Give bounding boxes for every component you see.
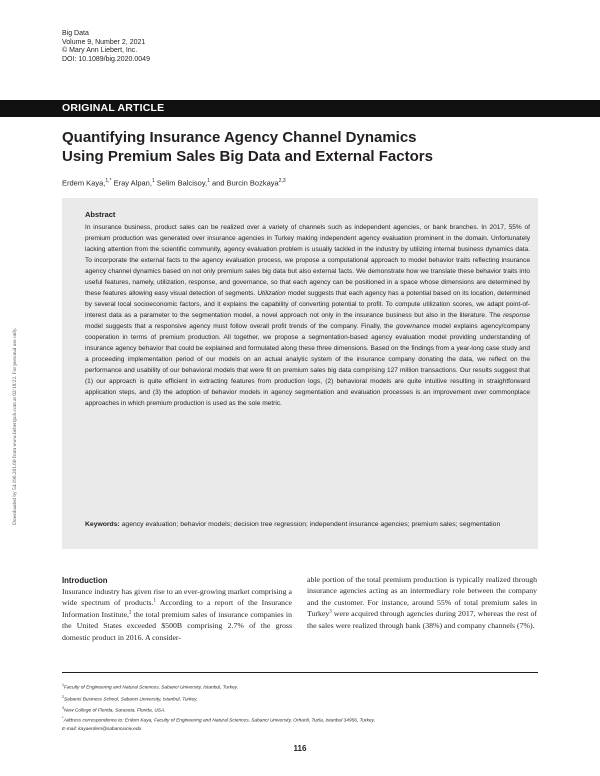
abstract-text: model suggests that each agency has a potential based on its location, determined by several local socioeconomic factors, and it explains the capability of converting potential to profit. To compute utilization scores, we adapt point-of-interest data as a parameter to the segmentation model, a novel approach not only in the insurance business but also in the literature. The (85, 290, 530, 319)
correspondence-note (62, 714, 538, 734)
journal-copyright: © Mary Ann Liebert, Inc. (62, 47, 138, 54)
abstract-italic-term: governance (396, 323, 431, 330)
author-name[interactable]: Erdem Kaya, (62, 178, 106, 188)
abstract-italic-term: response (503, 312, 530, 319)
author-affiliation-marker: 1 (207, 178, 210, 184)
introduction-left-column (62, 586, 292, 643)
footnote-marker: * (62, 715, 64, 720)
article-type-banner (0, 100, 600, 117)
abstract-body (85, 222, 530, 409)
intro-text: the total premium sales of insurance companies in the United States exceeded $500B comprising 2.7% of the gross domestic product in 2016. A consider- (62, 609, 292, 642)
journal-volume: Volume 9, Number 2, 2021 (62, 38, 146, 46)
intro-text: able portion of the total premium production is typically realized through insurance agencies acting as an intermediary role between the company and the customer. For instance, around 55% of total premium sales in Turkey (307, 575, 537, 619)
author-list (62, 178, 286, 188)
title-line-2: Using Premium Sales Big Data and External Factors (62, 148, 433, 165)
footnote-item (62, 693, 538, 705)
citation-marker[interactable]: 3 (329, 609, 332, 615)
abstract-text: In insurance business, product sales can be realized over a variety of channels such as independent agencies, or bank branches. In 2017, 55% of premium production was generated over insurance agencies in Turkey making independent agency evaluation prominent in the domain. Unfortunately lacking attention from the scientific community, agency evaluation problem is usually tackled in the industry by utilizing internal business dynamics data. To incorporate the external facts to the agency evaluation process, we propose a computational approach to model behavior traits reflecting insurance agency channel dynamics based on not only premium sales big data but also external facts. We demonstrate how we translate these behavior traits into useful features, namely, utilization, response, and governance, so that each agency can be positioned in a space whose dimensions are determined by these features allowing easy visual detection of segments. (85, 224, 530, 297)
author-name[interactable]: Eray Alpan, (111, 178, 152, 188)
keywords-text: agency evaluation; behavior models; decision tree regression; independent insurance agencies; premium sales; segmentation (119, 521, 501, 528)
abstract-italic-term: Utilization (257, 290, 286, 297)
abstract-heading: Abstract (85, 210, 116, 219)
intro-text: were acquired through agencies during 2017, whereas the rest of the sales were realized through bank (38%) and company channels (7%). (307, 609, 537, 630)
footnote-divider (62, 672, 538, 673)
correspondence-email[interactable]: E-mail: kayaerdem@sabanciuniv.edu (62, 726, 142, 732)
footnote-text: Sabanci Business School, Sabanci University, Istanbul, Turkey. (63, 697, 198, 703)
journal-name: Big Data (62, 30, 89, 37)
author-name[interactable]: Selim Balcisoy, (154, 178, 208, 188)
abstract-text: model explains agency/company cooperation in terms of premium production. All together, we propose a segmentation-based agency evaluation model providing understanding of insurance agency behavior that could be explained and formulated along these three dimensions. Based on the findings from a year-long case study and a proceeding implementation period of our models on an actual analytic system of the insurance company donating the data, we reflect on the performance and usability of our behavioral models that were fit on premium sales big data comprising 127 million transactions. Our results suggest that (1) our approach is quite efficient in extracting features from production logs, (2) behavioral models are quite intuitive resulting in straightforward application steps, and (3) the adoption of behavior models in agency segmentation and evaluation processes is an improvement over commonplace approaches in which premium production is used as the sole metric. (85, 323, 530, 407)
footnote-marker: 2 (62, 694, 64, 699)
author-affiliation-marker: 1,* (105, 178, 112, 184)
footnote-text: New College of Florida, Sarasota, Florida, USA. (63, 708, 166, 714)
affiliation-footnotes (62, 681, 538, 716)
keywords (85, 519, 530, 530)
author-affiliation-marker: 2,3 (278, 178, 286, 184)
author-name[interactable]: and Burcin Bozkaya (209, 178, 279, 188)
footnote-marker: 1 (62, 683, 64, 687)
article-title (62, 128, 542, 166)
journal-doi[interactable]: DOI: 10.1089/big.2020.0049 (62, 55, 150, 63)
introduction-heading: Introduction (62, 576, 108, 585)
page-number: 116 (293, 744, 307, 753)
abstract-text: model suggests that a responsive agency must follow overall profit trends of the company. Finally, the (85, 323, 397, 330)
footnote-marker: 3 (62, 706, 64, 711)
citation-marker[interactable]: 2 (129, 610, 132, 616)
intro-text: According to a report of the Insurance Information Institute, (62, 598, 292, 619)
title-line-1: Quantifying Insurance Agency Channel Dynamics (62, 129, 417, 146)
introduction-right-column (307, 574, 537, 631)
footnote-text: Faculty of Engineering and Natural Sciences, Sabanci University, Istanbul, Turkey. (63, 685, 239, 691)
citation-marker[interactable]: 1 (153, 598, 156, 604)
author-affiliation-marker: 1 (151, 178, 155, 184)
download-watermark-text: Downloaded by 54.196.201.60 from www.liebertpub.com at 02/18/22. For personal use only. (12, 327, 18, 525)
correspondence-address: Address correspondence to: Erdem Kaya, Faculty of Engineering and Natural Sciences, Sabanci University, Orhanli, Tuzla, Istanbul 34956, Turkey, (63, 718, 375, 724)
download-watermark (12, 195, 20, 525)
article-type-label: ORIGINAL ARTICLE (62, 102, 165, 114)
footnote-item (62, 681, 538, 693)
journal-info (62, 30, 150, 64)
keywords-label: Keywords: (85, 521, 120, 528)
intro-text: Insurance industry has given rise to an ever-growing market comprising a wide spectrum of products. (62, 587, 292, 608)
